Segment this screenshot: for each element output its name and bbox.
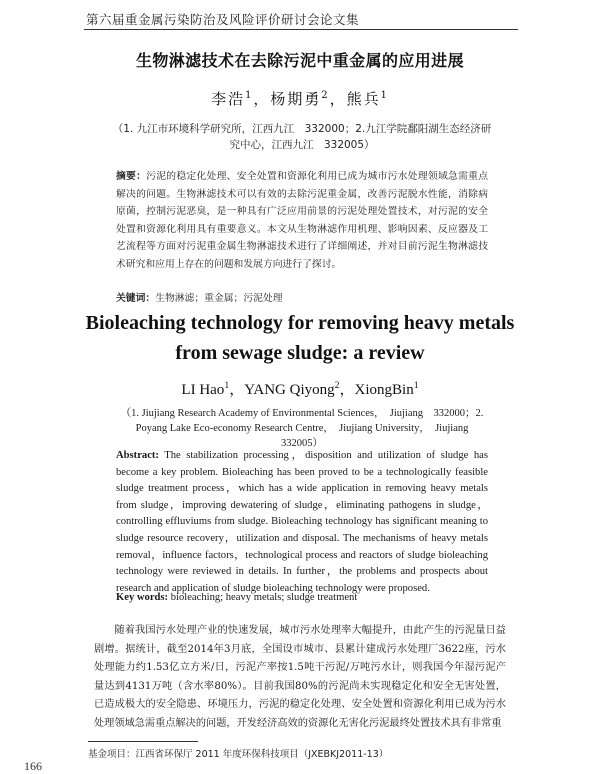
author-en-1-sup: 1: [224, 380, 230, 391]
author-en-2-sup: 2: [334, 380, 340, 391]
abstract-zh-text: 污泥的稳定化处理、安全处置和资源化利用已成为城市污水处理领域急需重点解决的问题。生物淋滤技术可以有效的去除污泥重金属，改善污泥脱水性能，消除病原菌，控制污泥恶臭，是一种具有广泛应用前景的污泥处理处置技术，对污泥的安全处置和资源化利用具有重要意义。本文从生物淋滤作用机理、影响因素、反应器及工艺流程等方面对污泥重金属生物淋滤技术进行了详细阐述，并对目前污泥生物淋滤技术研究和应用上存在的问题和发展方向进行了探讨。: [116, 171, 489, 270]
affiliation-zh: （1. 九江市环境科学研究所，江西九江 332000；2.九江学院鄱阳湖生态经济研究中心，江西九江 332005）: [112, 123, 492, 151]
keywords-zh-label: 关键词：: [116, 293, 156, 304]
keywords-zh: [116, 290, 488, 304]
abstract-zh-label: 摘要：: [116, 171, 147, 182]
abstract-en: [116, 448, 488, 597]
keywords-zh-text: 生物淋滤；重金属；污泥处理: [155, 293, 283, 304]
running-header: 第六届重金属污染防治及风险评价研讨会论文集: [86, 12, 360, 27]
author-zh-1: 李浩: [211, 90, 246, 108]
funding-footnote: 基金项目：江西省环保厅 2011 年度环保科技项目（JXEBKJ2011-13）: [88, 749, 389, 760]
author-zh-3: 熊兵: [346, 90, 381, 108]
affiliation-en: （1. Jiujiang Research Academy of Environmental Sciences， Jiujiang 332000；2. Poyang Lake Eco-economy Research Centre， Jiujiang University， Jiujiang 332005）: [120, 408, 484, 449]
author-en-3-sup: 1: [413, 380, 419, 391]
title-zh: 生物淋滤技术在去除污泥中重金属的应用进展: [135, 51, 464, 70]
author-en-2: YANG Qiyong: [244, 382, 335, 398]
title-en-line2: from sewage sludge: a review: [175, 342, 425, 364]
footnote-rule: [88, 741, 198, 742]
title-en: [0, 308, 600, 368]
keywords-en-label: Key words:: [116, 592, 169, 603]
title-en-line1: Bioleaching technology for removing heavy metals: [85, 312, 515, 334]
header-rule: [84, 29, 518, 30]
author-zh-2: 杨期勇: [270, 90, 322, 108]
author-en-3: XiongBin: [354, 382, 414, 398]
author-sep: ，: [229, 382, 245, 398]
keywords-en-text: bioleaching; heavy metals; sludge treatment: [170, 592, 358, 603]
author-zh-1-sup: 1: [245, 90, 254, 101]
page-number: 166: [24, 759, 42, 773]
abstract-en-text: The stabilization processing，disposition and utilization of sludge has become a key problem. Bioleaching has been proved to be a technologically feasible sludge treatment process，which has a wide application in removing heavy metals from sludge，improving dewatering of sludge，eliminating pathogens in sludge，controlling effluviums from sludge. Bioleaching technology has significant meaning to sludge resource recovery，utilization and disposal. The mechanisms of heavy metals removal，influence factors，technological process and reactors of sludge bioleaching technology were reviewed in details. In further，the problems and prospects about research and application of sludge bioleaching technology were proposed.: [116, 450, 488, 594]
abstract-en-label: Abstract:: [116, 450, 159, 461]
author-zh-2-sup: 2: [321, 90, 330, 101]
body-paragraph: 随着我国污水处理产业的快速发展，城市污水处理率大幅提升，由此产生的污泥量日益剧增。据统计，截至2014年3月底，全国设市城市、县累计建成污水处理厂3622座，污水处理能力约1.53亿立方米/日，污泥产率按1.5吨干污泥/万吨污水计，则我国今年湿污泥产量达到4131万吨（含水率80%）。目前我国80%的污泥尚未实现稳定化和安全无害处置，已造成极大的安全隐患、环境压力，污泥的稳定化处理、安全处置和资源化利用已成为污水处理领域急需重点解决的问题，开发经济高效的资源化无害化污泥最终处置技术具有非常重: [94, 625, 506, 729]
author-sep: ，: [339, 382, 355, 398]
authors-en: [0, 378, 600, 399]
author-zh-3-sup: 1: [380, 90, 389, 101]
author-sep: ，: [253, 90, 271, 108]
abstract-zh: [116, 168, 488, 273]
author-en-1: LI Hao: [181, 382, 225, 398]
authors-zh: [0, 88, 600, 109]
keywords-en: [116, 592, 488, 603]
author-sep: ，: [329, 90, 347, 108]
